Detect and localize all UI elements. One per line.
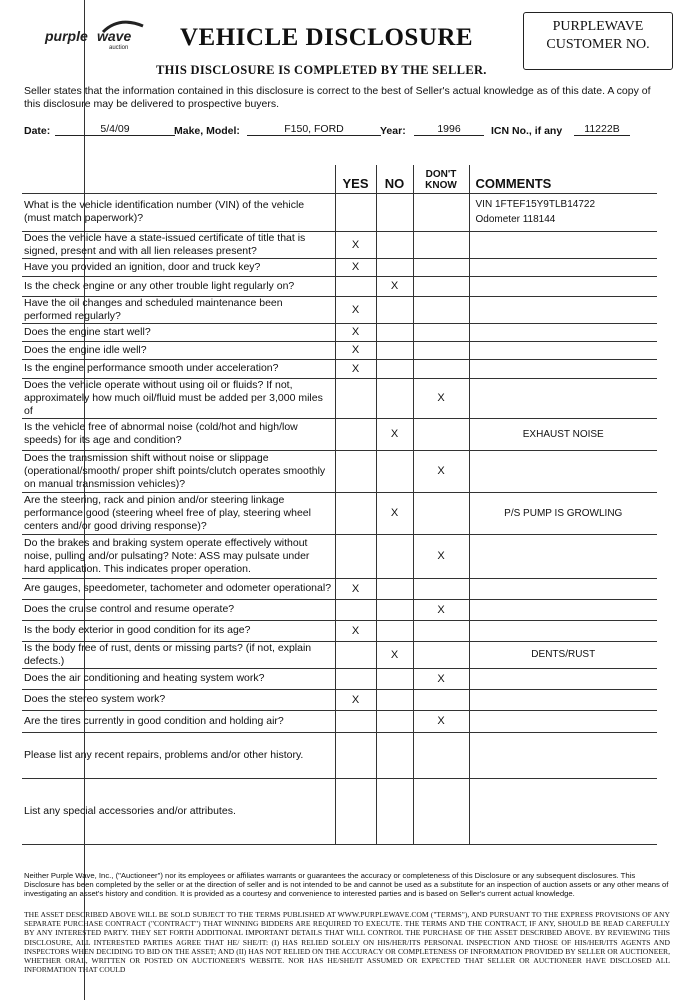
year-value[interactable]: 1996	[414, 123, 484, 136]
yes-cell[interactable]	[335, 710, 376, 732]
question-text: What is the vehicle identification number (VIN) of the vehicle (must match paperwork)?	[22, 193, 335, 231]
question-text: Does the engine start well?	[22, 323, 335, 341]
question-row	[22, 193, 657, 231]
yes-cell[interactable]: X	[335, 620, 376, 641]
yes-cell[interactable]: X	[335, 359, 376, 378]
question-row	[22, 620, 657, 641]
yes-cell[interactable]	[335, 193, 376, 231]
date-value[interactable]: 5/4/09	[55, 123, 175, 136]
logo-word-purple: purple	[45, 28, 88, 44]
blank-cell[interactable]	[335, 732, 376, 778]
no-cell[interactable]: X	[376, 418, 413, 450]
purplewave-logo	[45, 20, 145, 56]
dont-know-cell[interactable]	[413, 193, 469, 231]
dont-know-cell[interactable]: X	[413, 534, 469, 578]
no-cell[interactable]	[376, 620, 413, 641]
comment-cell[interactable]	[469, 323, 657, 341]
dont-know-header: DON'T KNOW	[413, 165, 469, 193]
odometer-comment: Odometer 118144	[475, 214, 556, 225]
blank-cell[interactable]	[469, 732, 657, 778]
blank-cell[interactable]	[376, 778, 413, 844]
question-text: Does the engine idle well?	[22, 341, 335, 359]
icn-value[interactable]: 11222B	[574, 123, 630, 136]
vin-comment: VIN 1FTEF15Y9TLB14722	[475, 199, 596, 210]
question-text: Does the air conditioning and heating system work?	[22, 668, 335, 689]
comment-cell[interactable]	[469, 359, 657, 378]
yes-cell[interactable]	[335, 378, 376, 418]
no-cell[interactable]	[376, 668, 413, 689]
yes-cell[interactable]	[335, 492, 376, 534]
comment-cell[interactable]: DENTS/RUST	[469, 641, 657, 668]
dont-know-cell[interactable]	[413, 231, 469, 258]
blank-cell[interactable]	[376, 732, 413, 778]
no-cell[interactable]	[376, 296, 413, 323]
question-row	[22, 492, 657, 534]
question-text: Are the steering, rack and pinion and/or steering linkage performance good (steering wheel free of play, steering wheel centers and/or good driving response)?	[22, 492, 335, 534]
dont-know-cell[interactable]	[413, 323, 469, 341]
yes-cell[interactable]: X	[335, 231, 376, 258]
comment-cell[interactable]	[469, 193, 657, 231]
question-text: Is the body exterior in good condition for its age?	[22, 620, 335, 641]
icn-label: ICN No., if any	[491, 125, 563, 137]
blank-cell[interactable]	[413, 732, 469, 778]
no-header: NO	[376, 165, 413, 193]
no-cell[interactable]	[376, 378, 413, 418]
comment-cell[interactable]: EXHAUST NOISE	[469, 418, 657, 450]
comment-cell[interactable]	[469, 689, 657, 710]
dont-know-cell[interactable]: X	[413, 378, 469, 418]
yes-cell[interactable]: X	[335, 296, 376, 323]
blank-cell[interactable]	[335, 778, 376, 844]
intro-statement: Seller states that the information contained in this disclosure is correct to the best of Seller's actual knowledge as of this date. A copy of this disclosure may be delivered to prospective buyers.	[24, 85, 651, 110]
yes-cell[interactable]: X	[335, 689, 376, 710]
question-row	[22, 276, 657, 296]
yes-cell[interactable]	[335, 668, 376, 689]
no-cell[interactable]	[376, 578, 413, 599]
question-text: Does the transmission shift without noise or slippage (operational/smooth/ proper shift points/clutch operates smoothly on manual transmission vehicles)?	[22, 450, 335, 492]
date-label: Date:	[24, 125, 51, 137]
page-subtitle: THIS DISCLOSURE IS COMPLETED BY THE SELLER.	[156, 63, 487, 77]
question-row	[22, 341, 657, 359]
question-row	[22, 296, 657, 323]
no-cell[interactable]	[376, 341, 413, 359]
dont-know-cell[interactable]	[413, 258, 469, 276]
question-row	[22, 641, 657, 668]
question-text: Does the cruise control and resume operate?	[22, 599, 335, 620]
logo-sub: auction	[109, 45, 129, 51]
blank-cell[interactable]	[469, 778, 657, 844]
yes-cell[interactable]	[335, 418, 376, 450]
no-cell[interactable]	[376, 258, 413, 276]
question-row	[22, 578, 657, 599]
dont-know-cell[interactable]	[413, 620, 469, 641]
dont-know-cell[interactable]	[413, 418, 469, 450]
dont-know-cell[interactable]	[413, 276, 469, 296]
no-cell[interactable]: X	[376, 492, 413, 534]
yes-cell[interactable]	[335, 599, 376, 620]
dont-know-cell[interactable]	[413, 341, 469, 359]
no-cell[interactable]	[376, 534, 413, 578]
page-title: VEHICLE DISCLOSURE	[180, 24, 474, 51]
dont-know-cell[interactable]	[413, 359, 469, 378]
question-row	[22, 378, 657, 418]
yes-cell[interactable]	[335, 534, 376, 578]
vehicle-fields-row	[24, 125, 664, 139]
question-row	[22, 323, 657, 341]
dont-know-cell[interactable]: X	[413, 599, 469, 620]
comment-cell[interactable]	[469, 710, 657, 732]
comment-cell[interactable]	[469, 258, 657, 276]
comment-cell[interactable]	[469, 668, 657, 689]
accessories-row	[22, 778, 657, 844]
comment-cell[interactable]	[469, 450, 657, 492]
question-text: Does the vehicle operate without using oil or fluids? If not, approximately how much oil/fluid must be added per 3,000 miles of	[22, 378, 335, 418]
comment-cell[interactable]	[469, 276, 657, 296]
table-header-row	[22, 165, 657, 193]
yes-cell[interactable]: X	[335, 341, 376, 359]
question-text: Is the engine performance smooth under acceleration?	[22, 359, 335, 378]
dont-know-cell[interactable]	[413, 578, 469, 599]
no-cell[interactable]	[376, 359, 413, 378]
question-row	[22, 359, 657, 378]
make-model-label: Make, Model:	[174, 125, 240, 137]
yes-cell[interactable]	[335, 450, 376, 492]
no-cell[interactable]	[376, 450, 413, 492]
question-text: Are gauges, speedometer, tachometer and odometer operational?	[22, 578, 335, 599]
question-text: Have you provided an ignition, door and truck key?	[22, 258, 335, 276]
legal-terms: THE ASSET DESCRIBED ABOVE WILL BE SOLD SUBJECT TO THE TERMS PUBLISHED AT WWW.PURPLEWAVE.COM ("TERMS"), AND PURSUANT TO THE EXPRESS PROVISIONS OF ANY SEPARATE PURCHASE CONTRACT ("CONTRACT") THAT WINNING BIDDERS ARE REQUIRED TO EXECUTE. THE TERMS AND THE CONTRACT, IF ANY, SHOULD BE READ CAREFULLY BY ANY INTERESTED PARTY. THEY SET FORTH ADDITIONAL IMPORTANT DETAILS THAT WILL CONTROL THE PURCHASE OF THE ASSET DESCRIBED ABOVE. BY REVIEWING THIS DISCLOSURE, ALL INTERESTED PARTIES AGREE THAT HE/ SHE/IT: (I) HAS RELIED SOLELY ON HIS/HER/ITS PERSONAL INSPECTION AND THOSE OF HIS/HER/ITS AGENTS AND INSPECTORS WHEN DECIDING TO BID ON THE ASSET; AND (II) HAS NOT RELIED ON THE ACCURACY OR COMPLETENESS OF INFORMATION PROVIDED BY SELLER OR AUCTIONEER, WHETHER ORAL, WRITTEN OR POSTED ON AUCTIONEER'S WEBSITE. NOR HAS HE/SHE/IT ASSUMED OR EXPECTED THAT SELLER OR AUCTIONEER HAVE DISCLOSED ALL INFORMATION THAT COULD	[24, 910, 670, 975]
yes-cell[interactable]	[335, 641, 376, 668]
dont-know-cell[interactable]: X	[413, 668, 469, 689]
dont-know-cell[interactable]	[413, 641, 469, 668]
comment-cell[interactable]	[469, 534, 657, 578]
logo-word-wave: wave	[97, 28, 132, 44]
no-cell[interactable]	[376, 323, 413, 341]
make-model-value[interactable]: F150, FORD	[247, 123, 381, 136]
year-label: Year:	[380, 125, 406, 137]
comment-cell[interactable]: P/S PUMP IS GROWLING	[469, 492, 657, 534]
yes-cell[interactable]: X	[335, 578, 376, 599]
no-cell[interactable]: X	[376, 276, 413, 296]
recent-repairs-label: Please list any recent repairs, problems and/or other history.	[22, 732, 335, 778]
question-text: Is the vehicle free of abnormal noise (cold/hot and high/low speeds) for its age and condition?	[22, 418, 335, 450]
question-text: Is the body free of rust, dents or missing parts? (if not, explain defects.)	[22, 641, 335, 668]
question-row	[22, 418, 657, 450]
question-row	[22, 710, 657, 732]
customer-number-box[interactable]	[523, 12, 673, 70]
question-row	[22, 231, 657, 258]
no-cell[interactable]	[376, 599, 413, 620]
question-row	[22, 599, 657, 620]
question-row	[22, 258, 657, 276]
comment-cell[interactable]	[469, 341, 657, 359]
yes-cell[interactable]	[335, 276, 376, 296]
comment-cell[interactable]	[469, 231, 657, 258]
no-cell[interactable]	[376, 193, 413, 231]
no-cell[interactable]	[376, 231, 413, 258]
comment-cell[interactable]	[469, 620, 657, 641]
no-cell[interactable]	[376, 689, 413, 710]
comment-cell[interactable]	[469, 599, 657, 620]
dont-know-cell[interactable]	[413, 492, 469, 534]
comment-cell[interactable]	[469, 378, 657, 418]
accessories-label: List any special accessories and/or attributes.	[22, 778, 335, 844]
recent-repairs-row	[22, 732, 657, 778]
dont-know-cell[interactable]: X	[413, 450, 469, 492]
dont-know-cell[interactable]	[413, 296, 469, 323]
comments-header: COMMENTS	[469, 165, 657, 193]
comment-cell[interactable]	[469, 296, 657, 323]
question-text: Is the check engine or any other trouble light regularly on?	[22, 276, 335, 296]
yes-cell[interactable]: X	[335, 258, 376, 276]
comment-cell[interactable]	[469, 578, 657, 599]
question-text: Does the stereo system work?	[22, 689, 335, 710]
question-row	[22, 668, 657, 689]
question-row	[22, 689, 657, 710]
yes-cell[interactable]: X	[335, 323, 376, 341]
question-text: Are the tires currently in good condition and holding air?	[22, 710, 335, 732]
question-text: Does the vehicle have a state-issued certificate of title that is signed, present and with all lien releases present?	[22, 231, 335, 258]
legal-disclaimer: Neither Purple Wave, Inc., ("Auctioneer") nor its employees or affiliates warrants or guarantees the accuracy or completeness of this Disclosure or any subsequent disclosures. This Disclosure has been completed by the seller or at the direction of seller and is not intended to be and cannot be used as a substitute for an inspection of auction assets or any other means of investigating an asset's history and condition. It is provided as a courtesy and convenience to interested parties and is based on Seller's current actual knowledge.	[24, 871, 669, 898]
question-header	[22, 165, 335, 193]
question-text: Do the brakes and braking system operate effectively without noise, pulling and/or pulsating? Note: ASS may pulsate under hard application. This indicates proper operation.	[22, 534, 335, 578]
no-cell[interactable]: X	[376, 641, 413, 668]
question-row	[22, 534, 657, 578]
customer-box-line1: PURPLEWAVE	[552, 19, 644, 34]
no-cell[interactable]	[376, 710, 413, 732]
dont-know-cell[interactable]: X	[413, 710, 469, 732]
customer-box-line2: CUSTOMER NO.	[546, 37, 650, 52]
yes-header: YES	[335, 165, 376, 193]
question-text: Have the oil changes and scheduled maintenance been performed regularly?	[22, 296, 335, 323]
question-row	[22, 450, 657, 492]
blank-cell[interactable]	[413, 778, 469, 844]
disclosure-questions-table	[22, 165, 657, 845]
dont-know-cell[interactable]	[413, 689, 469, 710]
